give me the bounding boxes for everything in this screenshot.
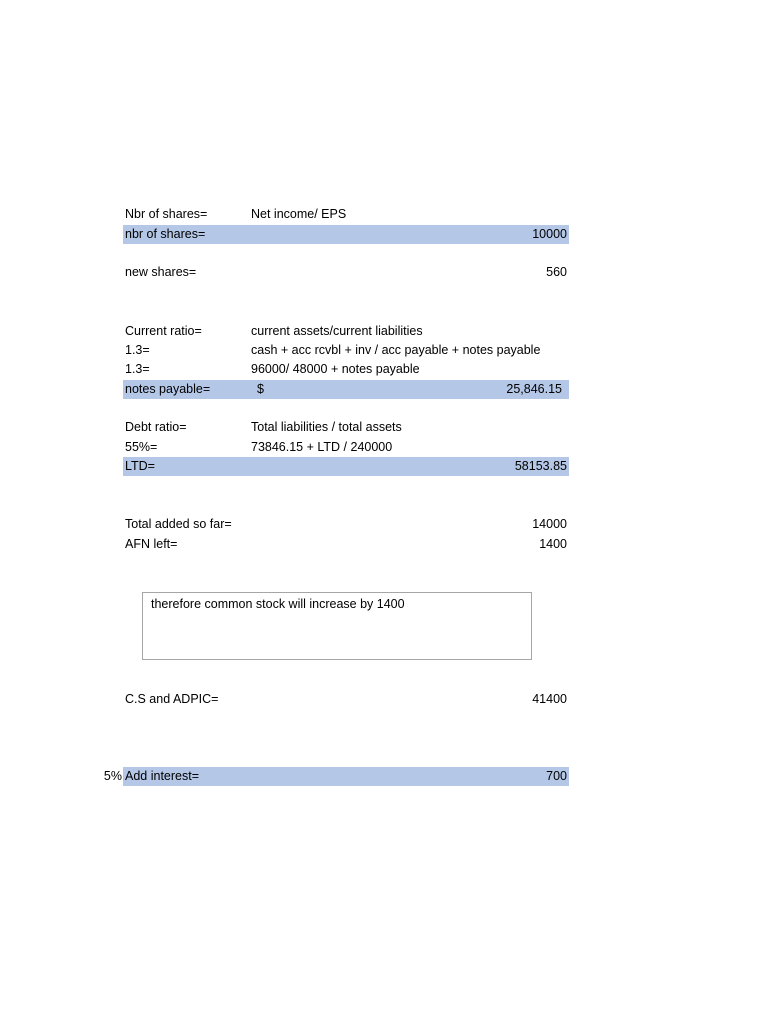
debt-ratio-step-label[interactable]: 55%=: [125, 440, 158, 454]
shares-formula-row: [0, 205, 768, 224]
new-shares-value[interactable]: 560: [546, 265, 567, 279]
common-stock-value[interactable]: 41400: [532, 692, 567, 706]
shares-result-value[interactable]: 10000: [532, 227, 567, 241]
debt-ratio-label[interactable]: Debt ratio=: [125, 420, 187, 434]
shares-result-label[interactable]: nbr of shares=: [125, 227, 206, 241]
common-stock-label[interactable]: C.S and ADPIC=: [125, 692, 219, 706]
debt-ratio-formula[interactable]: Total liabilities / total assets: [251, 420, 402, 434]
interest-row: [0, 767, 768, 786]
shares-result-row: [0, 225, 768, 244]
afn-left-row: [0, 535, 768, 554]
ltd-value[interactable]: 58153.85: [514, 459, 567, 473]
note-text: therefore common stock will increase by 1400: [151, 597, 405, 611]
debt-ratio-step-text[interactable]: 73846.15 + LTD / 240000: [251, 440, 393, 454]
current-ratio-step1-row: [0, 341, 768, 360]
new-shares-label[interactable]: new shares=: [125, 265, 197, 279]
total-added-row: [0, 515, 768, 534]
highlight-band: [123, 457, 569, 476]
interest-label[interactable]: Add interest=: [125, 769, 200, 783]
currency-symbol[interactable]: $: [257, 382, 264, 396]
current-ratio-step2-text[interactable]: 96000/ 48000 + notes payable: [251, 362, 420, 376]
ltd-label[interactable]: LTD=: [125, 459, 155, 473]
current-ratio-label[interactable]: Current ratio=: [125, 324, 202, 338]
total-added-value[interactable]: 14000: [532, 517, 567, 531]
notes-payable-row: [0, 380, 768, 399]
current-ratio-row: [0, 322, 768, 341]
common-stock-row: [0, 690, 768, 709]
ltd-row: [0, 457, 768, 476]
notes-payable-value[interactable]: 25,846.15: [506, 382, 562, 396]
current-ratio-step2-label[interactable]: 1.3=: [125, 362, 150, 376]
debt-ratio-row: [0, 418, 768, 437]
notes-payable-label[interactable]: notes payable=: [125, 382, 211, 396]
new-shares-row: [0, 263, 768, 282]
note-textbox[interactable]: [142, 592, 532, 660]
afn-left-label[interactable]: AFN left=: [125, 537, 178, 551]
interest-value[interactable]: 700: [546, 769, 567, 783]
current-ratio-step1-text[interactable]: cash + acc rcvbl + inv / acc payable + notes payable: [251, 343, 541, 357]
interest-rate[interactable]: 5%: [103, 769, 122, 783]
shares-formula-text[interactable]: Net income/ EPS: [251, 207, 347, 221]
afn-left-value[interactable]: 1400: [539, 537, 567, 551]
shares-formula-label[interactable]: Nbr of shares=: [125, 207, 208, 221]
total-added-label[interactable]: Total added so far=: [125, 517, 232, 531]
current-ratio-step1-label[interactable]: 1.3=: [125, 343, 150, 357]
debt-ratio-step-row: [0, 438, 768, 457]
current-ratio-formula[interactable]: current assets/current liabilities: [251, 324, 423, 338]
current-ratio-step2-row: [0, 360, 768, 379]
